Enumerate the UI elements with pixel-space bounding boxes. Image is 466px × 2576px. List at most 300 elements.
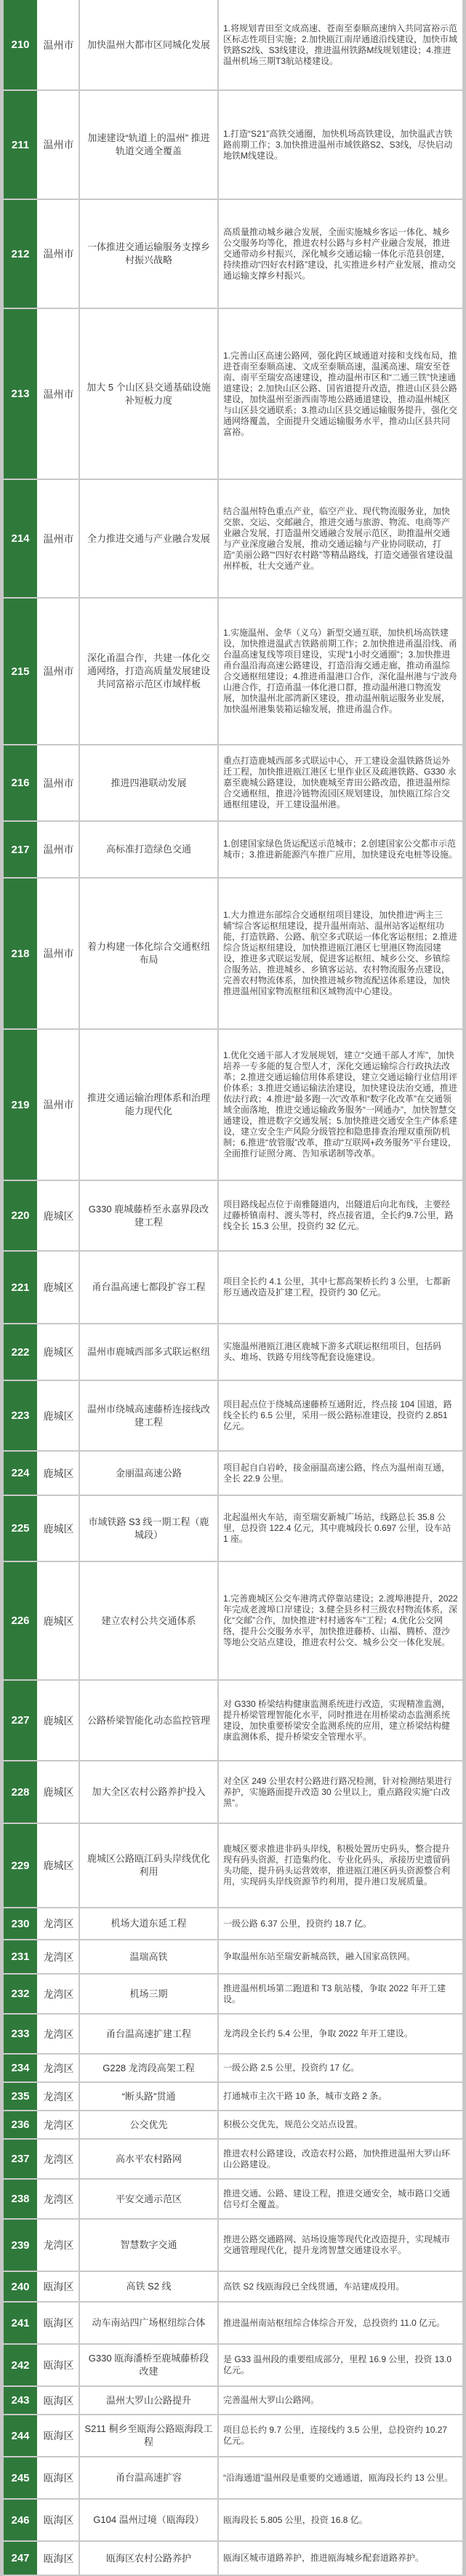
row-number-text: 221 bbox=[11, 1281, 30, 1294]
row-number-text: 218 bbox=[11, 947, 30, 960]
row-project-name bbox=[80, 1496, 219, 1561]
row-region-text: 鹿城区 bbox=[43, 1615, 74, 1627]
row-region bbox=[39, 1496, 80, 1561]
row-project-name bbox=[80, 1761, 219, 1823]
row-project-description bbox=[219, 1381, 462, 1450]
row-region-text: 龙湾区 bbox=[43, 1951, 74, 1963]
row-project-description-text: 项目全长约 4.1 公里，其中七都高架桥长约 3 公里，七都新形互通改造及扩建工程，投资约 30 亿元。 bbox=[223, 1276, 451, 1297]
row-project-name-text: G228 龙湾段高架工程 bbox=[103, 2062, 195, 2073]
row-project-description-text: 高铁 S2 线瓯海段已全线贯通，车站建成投用。 bbox=[223, 2281, 405, 2292]
row-number bbox=[4, 2015, 39, 2053]
row-number bbox=[4, 2457, 39, 2498]
row-project-name bbox=[80, 879, 219, 1028]
row-project-name-text: 加快温州大都市区同城化发展 bbox=[87, 39, 210, 50]
row-project-description bbox=[219, 2111, 462, 2138]
row-number bbox=[4, 2055, 39, 2081]
row-region bbox=[39, 309, 80, 479]
row-number-text: 216 bbox=[11, 777, 30, 789]
table-row bbox=[4, 1975, 462, 2015]
row-region-text: 龙湾区 bbox=[43, 2028, 74, 2040]
table-row bbox=[4, 2387, 462, 2415]
row-project-description bbox=[219, 309, 462, 479]
row-project-name bbox=[80, 1324, 219, 1380]
table-row bbox=[4, 200, 462, 309]
row-project-name bbox=[80, 1975, 219, 2013]
row-region-text: 温州市 bbox=[43, 777, 74, 789]
row-project-description-text: 结合温州特色重点产业，临空产业、现代物流服务业，加快交旅、交运、交邮融合，推进交通与旅游、物流、电商等产业融合发展，打造温州交通融合发展示范区，助推温州交通与产业深度融合发展，推动交通运输与产业协同联动，打造“美丽公路”“四好农村路”等精品路线，打造交通强省建设温州样板，壮大交通产业。 bbox=[223, 505, 453, 571]
row-project-description-text: 一级公路 2.5 公里，投资约 17 亿。 bbox=[223, 2063, 360, 2073]
row-number-text: 241 bbox=[11, 2316, 30, 2329]
table-row bbox=[4, 1381, 462, 1452]
row-region bbox=[39, 2500, 80, 2540]
row-project-description bbox=[219, 2542, 462, 2575]
row-number bbox=[4, 2220, 39, 2271]
table-row bbox=[4, 745, 462, 822]
row-number-text: 213 bbox=[11, 388, 30, 400]
table-row bbox=[4, 2015, 462, 2055]
table-row bbox=[4, 2500, 462, 2542]
table-row bbox=[4, 1181, 462, 1252]
table-row bbox=[4, 2457, 462, 2500]
row-region bbox=[39, 2140, 80, 2178]
row-region bbox=[39, 599, 80, 744]
row-number bbox=[4, 822, 39, 877]
table-row bbox=[4, 1824, 462, 1908]
row-number bbox=[4, 1975, 39, 2013]
row-project-description-text: 一级公路 6.37 公里，投资约 18.7 亿。 bbox=[223, 1918, 372, 1929]
row-project-description bbox=[219, 1181, 462, 1250]
row-number bbox=[4, 1030, 39, 1180]
row-region bbox=[39, 1562, 80, 1679]
row-project-name bbox=[80, 745, 219, 820]
row-project-description bbox=[219, 1452, 462, 1495]
row-project-description bbox=[219, 2015, 462, 2053]
row-project-description-text: 对全区 249 公里农村公路进行路况检测，针对检测结果进行养护，实施路面提升改造 30 公里以上，重点路段实施“白改黑”。 bbox=[223, 1775, 452, 1808]
table-row bbox=[4, 1030, 462, 1181]
row-project-name-text: G104 温州过境（瓯海段） bbox=[93, 2514, 204, 2525]
row-project-description-text: 项目起点位于绕城高速藤桥互通附近，终点接 104 国道，路线全长约 6.5 公里，采用一级公路标准建设，投资约 2.851 亿元。 bbox=[223, 1399, 452, 1431]
row-region-text: 温州市 bbox=[43, 39, 74, 51]
row-project-name-text: 深化甬温合作，共建一体化交通网络，打造高质量发展建设共同富裕示范区市域样板 bbox=[87, 652, 210, 689]
row-region-text: 温州市 bbox=[43, 388, 74, 400]
row-region bbox=[39, 2457, 80, 2498]
row-project-name-text: 推进交通运输治理体系和治理能力现代化 bbox=[87, 1092, 210, 1116]
row-region bbox=[39, 1761, 80, 1823]
row-project-name-text: 温州市鹿城西部多式联运枢纽 bbox=[87, 1346, 210, 1357]
row-number bbox=[4, 0, 39, 89]
row-number bbox=[4, 200, 39, 308]
row-project-name-text: 加大全区农村公路养护投入 bbox=[92, 1786, 206, 1797]
row-project-name bbox=[80, 91, 219, 199]
row-project-description-text: 1.完善山区高速公路网，强化跨区域通道对接和支线布局，推进苍南至泰顺高速、文成至泰顺高速，温溪高速、瑞安至苍南、南平至瑞安高速建设，推动温州市区和“二通三铁”快速通道建设；2.加快山区公路、国省道提升改造，推进山区县公路建设，加快温州至浙西南等地公路通道建设，推动温州城区与山区县交通联系；3.推动山区县交通运输服务提升，强化交通网络覆盖，全面提升交通运输服务水平，推动山区县共同富裕。 bbox=[223, 350, 458, 437]
row-number-text: 214 bbox=[11, 532, 30, 545]
table-row bbox=[4, 2272, 462, 2303]
row-region bbox=[39, 1824, 80, 1907]
row-region bbox=[39, 1940, 80, 1973]
row-region bbox=[39, 2083, 80, 2110]
row-project-description-text: 推进温州南站枢纽综合体综合开发，总投资约 11.0 亿元。 bbox=[223, 2317, 446, 2328]
row-project-description-text: 是 G33 温州段的重要组成部分，里程 16.9 公里，投资 13.0 亿元。 bbox=[223, 2354, 452, 2375]
table-row bbox=[4, 309, 462, 480]
row-project-description bbox=[219, 2220, 462, 2271]
row-number bbox=[4, 2180, 39, 2218]
row-project-name-text: S211 桐乡至瓯海公路瓯海段工程 bbox=[84, 2423, 213, 2447]
table-row bbox=[4, 2220, 462, 2272]
row-number-text: 224 bbox=[11, 1467, 30, 1479]
row-project-description bbox=[219, 2303, 462, 2343]
row-project-name bbox=[80, 2083, 219, 2110]
row-project-name-text: 加速建设“轨道上的温州” 推进轨道交通全覆盖 bbox=[87, 132, 210, 156]
row-project-name bbox=[80, 1681, 219, 1760]
row-region bbox=[39, 2345, 80, 2385]
row-project-description bbox=[219, 599, 462, 744]
table-row bbox=[4, 2055, 462, 2083]
row-region bbox=[39, 2542, 80, 2575]
row-number bbox=[4, 1824, 39, 1907]
row-project-description bbox=[219, 1562, 462, 1679]
row-project-name-text: 加大 5 个山区县交通基础设施补短板力度 bbox=[87, 381, 211, 406]
row-project-name bbox=[80, 599, 219, 744]
row-project-description-text: 打通城市主次干路 10 条，城市支路 2 条。 bbox=[223, 2091, 387, 2101]
row-project-name-text: 平安交通示范区 bbox=[115, 2193, 182, 2204]
row-project-description-text: 1.打造“S21”高铁交通圈，加快机场高铁建设，加快温武吉铁路前期工作；3.加快推进温州市域铁路S2、S3线，尽快启动地铁M线建设。 bbox=[223, 128, 453, 161]
row-project-description bbox=[219, 2415, 462, 2456]
row-project-description-text: 北起温州火车站，南至瑞安新城广场站，线路总长 35.8 公里，总投资 122.4 亿元，其中鹿城段长 0.697 公里，设车站 1 座。 bbox=[223, 1512, 451, 1544]
table-row bbox=[4, 2542, 462, 2576]
row-project-name-text: 鹿城区公路瓯江码头岸线优化利用 bbox=[87, 1853, 210, 1877]
row-number bbox=[4, 91, 39, 199]
row-project-name-text: 高标准打造绿色交通 bbox=[105, 844, 191, 855]
row-project-name bbox=[80, 2015, 219, 2053]
row-region-text: 龙湾区 bbox=[43, 2239, 74, 2251]
table-row bbox=[4, 599, 462, 745]
row-project-name bbox=[80, 822, 219, 877]
row-region-text: 龙湾区 bbox=[43, 2119, 74, 2131]
row-project-name-text: “断头路”贯通 bbox=[121, 2090, 176, 2102]
row-project-name bbox=[80, 1940, 219, 1973]
row-number-text: 227 bbox=[11, 1714, 30, 1727]
row-number bbox=[4, 879, 39, 1028]
row-number-text: 234 bbox=[11, 2062, 30, 2074]
row-region bbox=[39, 480, 80, 597]
row-project-description bbox=[219, 1324, 462, 1380]
row-number-text: 210 bbox=[11, 39, 30, 51]
row-project-description-text: 1.完善鹿城区公交车港湾式停靠站建设；2.渡埠港提升，2022 年完成老渡埠口岸建设；3.健全县乡村三级农村物流体系，深化“交邮”合作，加快推进“村村通客车”工程；4.优化公交网络，提升公交服务水平，加快推进藤桥、山福、腾桥、澄沙等地公交站点建设，推进农村公交、城乡公交一体化发展。 bbox=[223, 1593, 458, 1647]
row-project-description bbox=[219, 91, 462, 199]
row-project-name bbox=[80, 2415, 219, 2456]
row-project-name-text: 金丽温高速公路 bbox=[115, 1467, 182, 1479]
row-number bbox=[4, 2111, 39, 2138]
row-project-description bbox=[219, 2083, 462, 2110]
row-project-name-text: 机场三期 bbox=[129, 1988, 168, 1999]
row-number-text: 223 bbox=[11, 1409, 30, 1422]
row-region-text: 龙湾区 bbox=[43, 2062, 74, 2074]
table-row bbox=[4, 1252, 462, 1324]
row-project-name bbox=[80, 2345, 219, 2385]
row-project-description-text: 1.实施温州、金华（义乌）新型交通互联，加快机场高铁建设，加快推进温武吉铁路前期工作；2.加快推进甬温沿线、甬台温高速复线等项目建设，实现“1小时交通圈”；3.加快推进甬台温沿海高速公路建设，打造沿海交通走廊，推动甬温综合交通枢纽建设；4.推进甬温港口合作，深化温州港与宁波舟山港合作，打造甬温一体化港口群，推动温州港口物流发展，加快温州北部湾新区建设，推动温州航运服务业发展，加快温州港集装箱运输发展，推进甬温合作。 bbox=[223, 628, 458, 714]
row-region bbox=[39, 1908, 80, 1939]
row-project-name bbox=[80, 1252, 219, 1323]
row-project-description-text: “沿海通道”温州段是重要的交通通道，瓯海段长约 13 公里。 bbox=[223, 2472, 454, 2483]
row-project-name-text: 甬台温高速七都段扩容工程 bbox=[92, 1281, 206, 1292]
row-region bbox=[39, 2387, 80, 2414]
row-number bbox=[4, 1252, 39, 1323]
row-region-text: 温州市 bbox=[43, 532, 74, 545]
row-region bbox=[39, 2055, 80, 2081]
row-region bbox=[39, 1452, 80, 1495]
row-project-description-text: 鹿城区要求推进非码头岸线，积极处置历史码头，整合提升现有码头资源，打造集约化、专业化码头，承接历史遗留码头功能，提升码头运营效率，推进瓯江港区码头资源整合利用，实现码头岸线资源节约利用，提升港口发展质量。 bbox=[223, 1844, 451, 1887]
row-project-description-text: 1.将规划青田至文成高速、苍南至泰顺高速纳入共同富裕示范区标志性项目实施；2.加快瓯江南岸通道沿线建设，加快市域铁路S2线、S3线建设，推进温州铁路M线规划建设；4.推进温州机场三期T3航站楼建设。 bbox=[223, 23, 458, 66]
row-number-text: 238 bbox=[11, 2193, 30, 2205]
row-project-name-text: 机场大道东延工程 bbox=[111, 1918, 187, 1929]
row-project-name-text: 市域铁路 S3 线一期工程（鹿城段） bbox=[88, 1516, 209, 1540]
row-number bbox=[4, 2140, 39, 2178]
row-number bbox=[4, 1181, 39, 1250]
table-row bbox=[4, 2083, 462, 2111]
row-number-text: 226 bbox=[11, 1615, 30, 1627]
row-project-description bbox=[219, 2140, 462, 2178]
row-project-description-text: 1.优化交通干部人才发展规划，建立“交通干部人才库”，加快培养一专多能的复合型人才，深化交通运输综合行政执法改革；2.推进交通运输信用体系建设，建立交通运输行业信用评价体系；3.推进交通运输法治建设，加快建设法治交通，推进依法行政；4.推进“最多跑一次”改革和“数字化改革”在交通领域全面落地，推进交通运输政务服务“一网通办”，加快智慧交通建设，推进数字交通发展；5.加快推进交通安全生产体系建设，建立安全生产风险分级管控和隐患排查治理双重预防机制；6.推进“放管服”改革，推动“互联网+政务服务”平台建设，全面推行证照分离、告知承诺制等改革。 bbox=[223, 1050, 458, 1159]
row-number bbox=[4, 1562, 39, 1679]
table-row bbox=[4, 0, 462, 91]
row-region bbox=[39, 2015, 80, 2053]
row-project-description-text: 高质量推动城乡融合发展，全面实施城乡客运一体化、城乡公交服务均等化，推进农村公路与乡村产业融合发展，推进交通带动乡村振兴，深化城乡交通运输一体化示范县创建，持续推动“四好农村路”建设，扎实推进乡村产业发展，推动交通运输支撑乡村振兴。 bbox=[223, 226, 456, 281]
row-project-name-text: 推进四港联动发展 bbox=[111, 777, 187, 788]
row-project-description bbox=[219, 2055, 462, 2081]
row-project-name bbox=[80, 2303, 219, 2343]
row-region-text: 温州市 bbox=[43, 948, 74, 959]
table-row bbox=[4, 1761, 462, 1824]
row-number bbox=[4, 2303, 39, 2343]
row-number-text: 239 bbox=[11, 2239, 30, 2252]
row-number-text: 220 bbox=[11, 1209, 30, 1222]
row-project-description bbox=[219, 480, 462, 597]
row-project-name bbox=[80, 2272, 219, 2301]
row-number bbox=[4, 1681, 39, 1760]
row-project-description bbox=[219, 2345, 462, 2385]
row-project-description bbox=[219, 2180, 462, 2218]
row-region-text: 鹿城区 bbox=[43, 1467, 74, 1479]
row-project-name bbox=[80, 200, 219, 308]
row-number-text: 236 bbox=[11, 2119, 30, 2131]
row-project-description bbox=[219, 1030, 462, 1180]
row-project-name-text: G330 鹿城藤桥至永嘉界段改建工程 bbox=[88, 1203, 209, 1228]
row-number bbox=[4, 2415, 39, 2456]
row-project-name-text: 着力构建一体化综合交通枢纽布局 bbox=[87, 941, 210, 965]
table-row bbox=[4, 2140, 462, 2180]
row-project-name bbox=[80, 2180, 219, 2218]
row-project-name bbox=[80, 1908, 219, 1939]
row-region-text: 鹿城区 bbox=[43, 1346, 74, 1358]
row-project-description bbox=[219, 2272, 462, 2301]
table-row bbox=[4, 822, 462, 879]
row-project-description-text: 瓯海区城市道路养护，推进瓯海城乡配套道路养护。 bbox=[223, 2553, 425, 2563]
row-region bbox=[39, 2415, 80, 2456]
row-project-name-text: 公路桥梁智能化动态监控管理 bbox=[87, 1714, 210, 1726]
row-number-text: 245 bbox=[11, 2471, 30, 2484]
row-region-text: 瓯海区 bbox=[43, 2394, 74, 2407]
row-region bbox=[39, 1324, 80, 1380]
row-region bbox=[39, 1252, 80, 1323]
table-row bbox=[4, 1324, 462, 1381]
row-region-text: 鹿城区 bbox=[43, 1786, 74, 1798]
row-project-description-text: 项目起自白岩岭，接金丽温高速公路，终点为温州南互通，全长 22.9 公里。 bbox=[223, 1462, 451, 1484]
row-project-name bbox=[80, 2055, 219, 2081]
table-row bbox=[4, 879, 462, 1030]
row-region bbox=[39, 1975, 80, 2013]
row-project-name bbox=[80, 2542, 219, 2575]
row-project-description-text: 重点打造鹿城西部多式联运中心，开工建设金温铁路货运外迁工程，加快推进瓯江港区七里作业区及疏港铁路、G330 永嘉至鹿城公路建设，加快鹿城至青田公路改造，推进温州综合交通枢纽，推进冷链物流园区规划建设，加快瓯江综合交通枢纽建设，开工建设温州港。 bbox=[223, 756, 457, 809]
row-region bbox=[39, 822, 80, 877]
table-row bbox=[4, 2180, 462, 2220]
row-project-description-text: 1.大力推进东部综合交通枢纽项目建设，加快推进“两主三辅”综合客运枢纽建设，提升温州南站、温州站客运枢纽功能，打造铁路、公路、航空多式联运一体化客运枢纽；2.推进综合货运枢纽建设，加快推进瓯江港区七里港区物流园建设，推进多式联运发展，促进客运枢纽、城乡公交、乡镇综合服务站，推进城乡、乡镇客运站、农村物流服务点建设，完善农村物流体系，加快推进城乡物流配送体系建设，加快推进温州国家物流枢纽和区域物流中心建设。 bbox=[223, 910, 458, 996]
row-region-text: 温州市 bbox=[43, 844, 74, 855]
row-project-name bbox=[80, 309, 219, 479]
row-region-text: 瓯海区 bbox=[43, 2552, 74, 2564]
row-project-name bbox=[80, 2387, 219, 2414]
row-project-description bbox=[219, 0, 462, 89]
table-row bbox=[4, 1681, 462, 1761]
row-number bbox=[4, 1761, 39, 1823]
row-project-name bbox=[80, 2457, 219, 2498]
row-project-name-text: 高水平农村路网 bbox=[115, 2153, 182, 2164]
row-project-name-text: 高铁 S2 线 bbox=[126, 2281, 172, 2292]
row-region-text: 鹿城区 bbox=[43, 1522, 74, 1535]
row-region-text: 瓯海区 bbox=[43, 2317, 74, 2329]
row-project-description bbox=[219, 1940, 462, 1973]
table-row bbox=[4, 1940, 462, 1975]
row-region bbox=[39, 91, 80, 199]
table-row bbox=[4, 1452, 462, 1496]
row-region bbox=[39, 1030, 80, 1180]
row-number-text: 217 bbox=[11, 843, 30, 856]
row-project-name bbox=[80, 2220, 219, 2271]
row-number-text: 237 bbox=[11, 2153, 30, 2165]
row-project-description bbox=[219, 2457, 462, 2498]
row-project-description bbox=[219, 2387, 462, 2414]
row-project-description-text: 推进农村公路建设，改造农村公路，加快推进温州大罗山环山公路建设。 bbox=[223, 2148, 451, 2169]
row-project-description bbox=[219, 879, 462, 1028]
row-number-text: 211 bbox=[11, 138, 30, 151]
row-project-name-text: 建立农村公共交通体系 bbox=[101, 1615, 196, 1626]
row-region-text: 鹿城区 bbox=[43, 1714, 74, 1727]
row-project-name-text: 瓯海区农村公路养护 bbox=[105, 2552, 191, 2564]
row-project-name bbox=[80, 1030, 219, 1180]
row-project-description-text: 对 G330 桥梁结构健康监测系统进行改造，实现精准监测，提升桥梁管理智能化水平，同时推进在用桥梁动态监测系统建设，加快重要桥梁安全监测系统的应用，建立桥梁结构健康监测体系，提升桥梁安全管理水平。 bbox=[223, 1698, 451, 1742]
row-number bbox=[4, 1496, 39, 1561]
row-region bbox=[39, 1381, 80, 1450]
row-project-description-text: 龙湾段全长约 5.4 公里，争取 2022 年开工建设。 bbox=[223, 2028, 413, 2039]
row-number bbox=[4, 2083, 39, 2110]
row-region bbox=[39, 0, 80, 89]
row-number bbox=[4, 2500, 39, 2540]
row-project-description-text: 推进交通、公路、建设工程，推进交通安全，城市路口交通信号灯全覆盖。 bbox=[223, 2188, 451, 2209]
row-project-description-text: 项目总长约 9.7 公里，连接线约 3.5 公里，总投资约 10.27 亿元。 bbox=[223, 2425, 448, 2446]
row-region-text: 瓯海区 bbox=[43, 2359, 74, 2371]
row-region bbox=[39, 1181, 80, 1250]
row-region-text: 温州市 bbox=[43, 1099, 74, 1111]
row-number-text: 219 bbox=[11, 1098, 30, 1111]
table-row bbox=[4, 1496, 462, 1562]
projects-table bbox=[4, 0, 462, 2576]
table-row bbox=[4, 2345, 462, 2387]
row-project-name-text: 甬台温高速扩容 bbox=[115, 2472, 182, 2483]
row-project-description bbox=[219, 1975, 462, 2013]
row-project-description bbox=[219, 2500, 462, 2540]
row-region-text: 龙湾区 bbox=[43, 1918, 74, 1929]
row-project-description bbox=[219, 822, 462, 877]
row-region bbox=[39, 200, 80, 308]
table-row bbox=[4, 91, 462, 200]
table-row bbox=[4, 2303, 462, 2345]
row-project-description bbox=[219, 745, 462, 820]
row-region-text: 鹿城区 bbox=[43, 1409, 74, 1422]
row-project-name bbox=[80, 2500, 219, 2540]
row-number-text: 215 bbox=[11, 665, 30, 678]
row-region-text: 龙湾区 bbox=[43, 2193, 74, 2205]
row-number bbox=[4, 1324, 39, 1380]
row-number-text: 233 bbox=[11, 2028, 30, 2040]
table-row bbox=[4, 1908, 462, 1940]
row-number-text: 228 bbox=[11, 1785, 30, 1799]
row-number-text: 246 bbox=[11, 2513, 30, 2527]
row-region bbox=[39, 2220, 80, 2271]
row-project-description-text: 推进温州机场第二跑道和 T3 航站楼，争取 2022 年开工建设。 bbox=[223, 1983, 446, 2004]
row-region-text: 瓯海区 bbox=[43, 2430, 74, 2441]
row-project-name-text: 公交优先 bbox=[129, 2119, 168, 2130]
row-region-text: 瓯海区 bbox=[43, 2514, 74, 2526]
row-number-text: 247 bbox=[11, 2552, 30, 2564]
row-region-text: 龙湾区 bbox=[43, 2090, 74, 2103]
row-region-text: 瓯海区 bbox=[43, 2281, 74, 2292]
row-project-description bbox=[219, 1824, 462, 1907]
row-number bbox=[4, 745, 39, 820]
row-region-text: 温州市 bbox=[43, 248, 74, 260]
row-number-text: 229 bbox=[11, 1859, 30, 1872]
row-number-text: 240 bbox=[11, 2280, 30, 2293]
row-number bbox=[4, 480, 39, 597]
table-row bbox=[4, 2415, 462, 2457]
row-region bbox=[39, 1681, 80, 1760]
row-project-name bbox=[80, 0, 219, 89]
row-region-text: 龙湾区 bbox=[43, 1988, 74, 2000]
row-number-text: 235 bbox=[11, 2090, 30, 2103]
table-row bbox=[4, 2111, 462, 2140]
row-number-text: 244 bbox=[11, 2429, 30, 2442]
row-project-name-text: 一体推进交通运输服务支撑乡村振兴战略 bbox=[87, 241, 210, 265]
row-project-description-text: 推进公路交通路网、站场设施等现代化改造提升，实现城市交通管理现代化，提升龙湾智慧交通建设水平。 bbox=[223, 2234, 451, 2255]
row-project-description bbox=[219, 1681, 462, 1760]
row-project-description-text: 完善温州大罗山公路网。 bbox=[223, 2395, 320, 2405]
row-number bbox=[4, 1940, 39, 1973]
row-project-name-text: 温州大罗山公路提升 bbox=[105, 2394, 191, 2406]
row-project-description bbox=[219, 1496, 462, 1561]
row-number-text: 222 bbox=[11, 1345, 30, 1359]
row-project-name-text: 温瑞高铁 bbox=[129, 1951, 168, 1962]
row-project-name bbox=[80, 1181, 219, 1250]
row-project-description-text: 1.创建国家绿色货运配送示范城市；2.创建国家公交都市示范城市；3.推进新能源汽车推广应用，加快建设充电桩等设施。 bbox=[223, 839, 458, 860]
row-number-text: 231 bbox=[11, 1951, 30, 1963]
row-project-name-text: 动车南站四广场枢纽综合体 bbox=[92, 2317, 206, 2328]
row-region bbox=[39, 879, 80, 1028]
table-row bbox=[4, 1562, 462, 1681]
row-project-description-text: 瓯海段长 5.805 公里，投资 16.8 亿。 bbox=[223, 2514, 368, 2525]
row-number bbox=[4, 309, 39, 479]
row-project-description-text: 项目路线起点位于南雅隧道内，出隧道后向北布线，主要经过藤桥镇南村、渡头等村，终点接省道，全长约9.7公里，路线全长 15.3 公里，投资约 32 亿元。 bbox=[223, 1199, 454, 1231]
row-region-text: 温州市 bbox=[43, 665, 74, 677]
row-number-text: 212 bbox=[11, 247, 30, 260]
row-project-name bbox=[80, 1381, 219, 1450]
